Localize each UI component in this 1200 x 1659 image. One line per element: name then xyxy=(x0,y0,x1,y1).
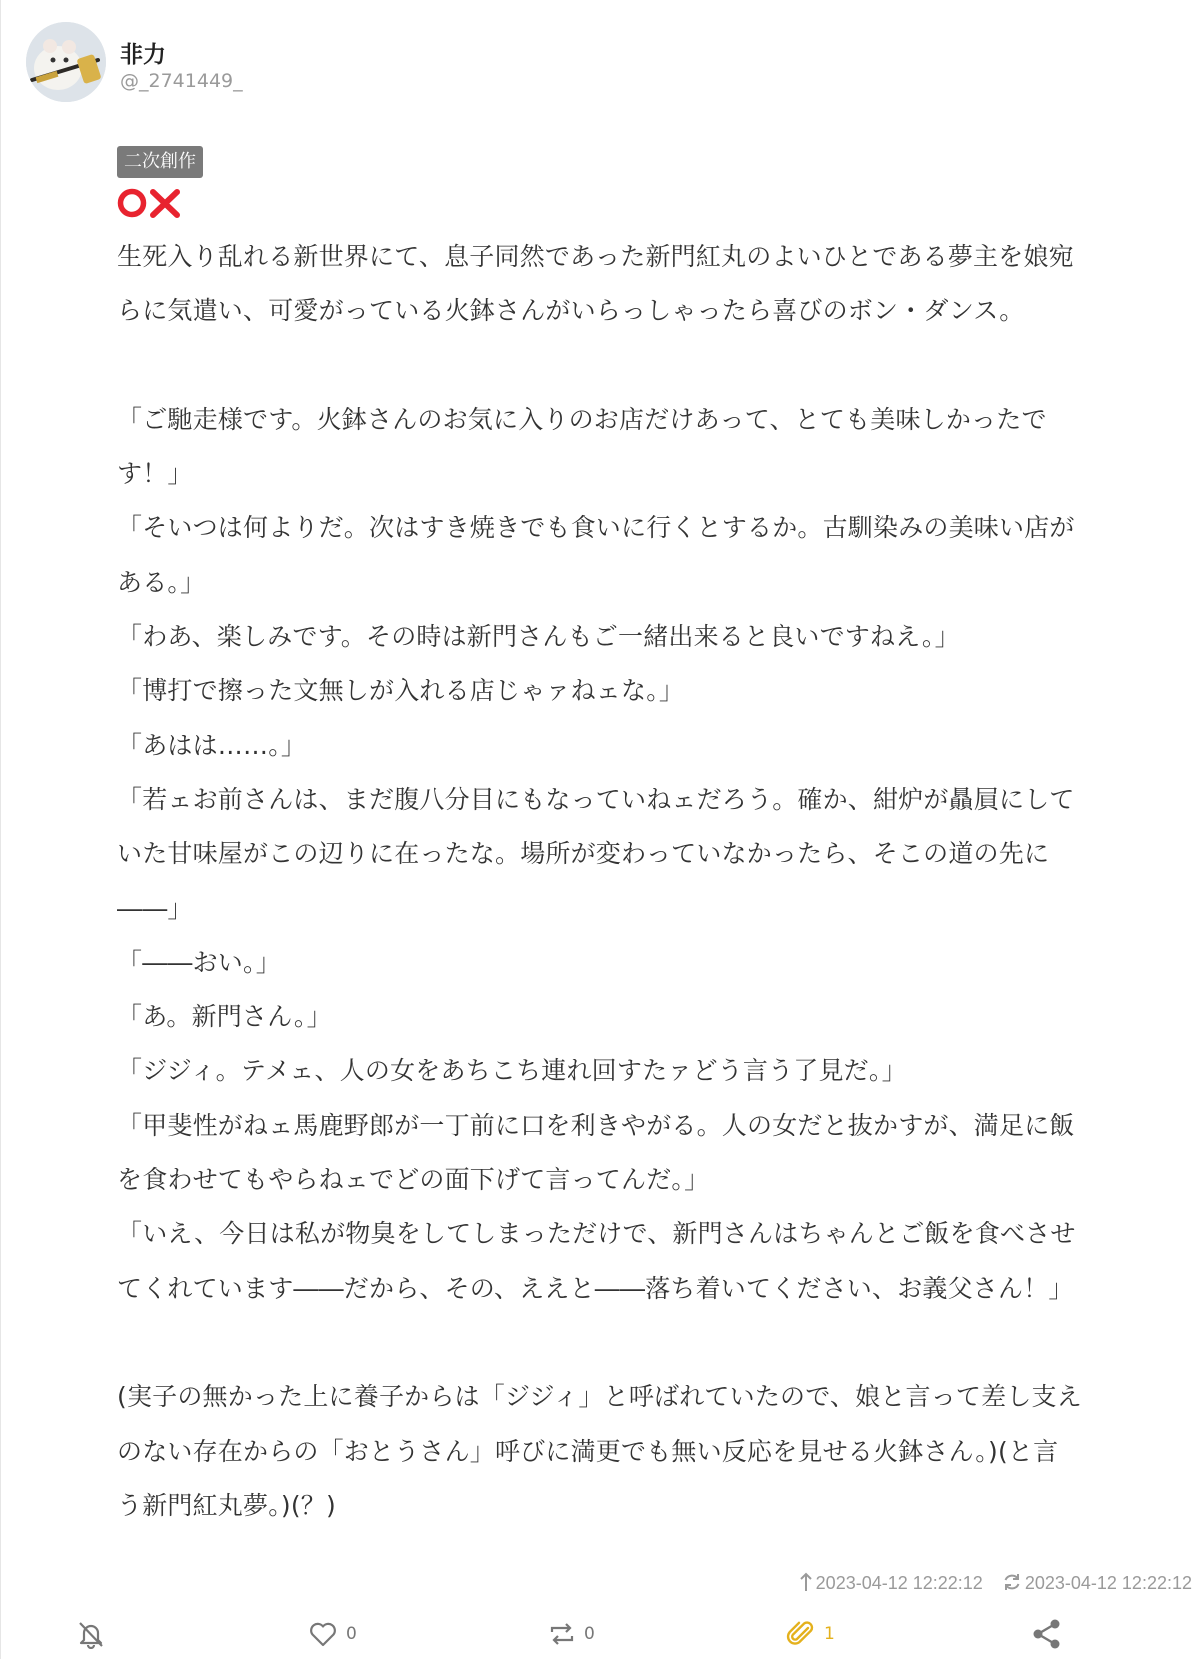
posted-at: 2023-04-12 12:22:12 xyxy=(815,1573,983,1593)
heart-icon xyxy=(308,1620,338,1648)
page-edge xyxy=(0,0,1,1659)
paperclip-icon xyxy=(786,1619,816,1649)
post-header xyxy=(26,22,626,102)
post-body-text: 生死入り乱れる新世界にて、息子同然であった新門紅丸のよいひとである夢主を娘宛 らに気遣い、可愛がっている火鉢さんがいらっしゃったら喜びのボン・ダンス。 「ご馳走様です。火鉢さんのお気に入りのお店だけあって、とても美味しかったで す！」 「そいつは何よりだ。次はすき焼きでも食いに行くとするか。古馴染みの美味い店が ある。」 「わあ、楽しみです。その時は新門さんもご一緒出来ると良いですねえ。」 「博打で擦った文無しが入れる店じゃァねェな。」 「あはは……。」 「若ェお前さんは、まだ腹八分目にもなっていねェだろう。確か、紺炉が贔屓にして いた甘味屋がこの辺りに在ったな。場所が変わっていなかったら、そこの道の先に ――」 「――おい。」 「あ。新門さん。」 「ジジィ。テメェ、人の女をあちこち連れ回すたァどう言う了見だ。」 「甲斐性がねェ馬鹿野郎が一丁前に口を利きやがる。人の女だと抜かすが、満足に飯 を食わせてもやらねェでどの面下げて言ってんだ。」 「いえ、今日は私が物臭をしてしまっただけで、新門さんはちゃんとご飯を食べさせ てくれています――だから、その、ええと――落ち着いてください、お義父さん！」 (実子の無かった上に養子からは「ジジィ」と呼ばれていたので、娘と言って差し支え のない存在からの「おとうさん」呼びに満更でも無い反応を見せる火鉢さん。)(と言 う新門紅丸夢。)(？) xyxy=(117,242,1082,1520)
repost-count: 0 xyxy=(584,1624,595,1644)
post-timestamps xyxy=(785,1572,1192,1594)
share-button[interactable] xyxy=(1030,1614,1064,1654)
repost-button[interactable] xyxy=(548,1614,595,1654)
share-icon xyxy=(1030,1617,1064,1651)
arrow-up-icon xyxy=(799,1572,813,1592)
like-count: 0 xyxy=(346,1624,357,1644)
bell-off-icon xyxy=(76,1619,106,1649)
posted-at-group xyxy=(799,1573,988,1593)
user-handle: @_2741449_ xyxy=(120,70,243,92)
repost-icon xyxy=(548,1620,576,1648)
user-name[interactable]: 非力 xyxy=(120,42,166,68)
attachment-count: 1 xyxy=(824,1624,835,1644)
category-tag[interactable]: 二次創作 xyxy=(117,146,203,178)
attachment-button[interactable] xyxy=(786,1614,835,1654)
action-bar xyxy=(0,1614,1200,1659)
like-button[interactable] xyxy=(308,1614,357,1654)
refresh-icon xyxy=(1002,1572,1022,1592)
avatar-hamster-image xyxy=(26,22,106,102)
avatar[interactable] xyxy=(26,22,106,102)
mute-button[interactable] xyxy=(76,1614,106,1654)
updated-at-group xyxy=(1002,1573,1192,1593)
ox-emoji-icon xyxy=(117,186,183,220)
updated-at: 2023-04-12 12:22:12 xyxy=(1024,1573,1192,1593)
